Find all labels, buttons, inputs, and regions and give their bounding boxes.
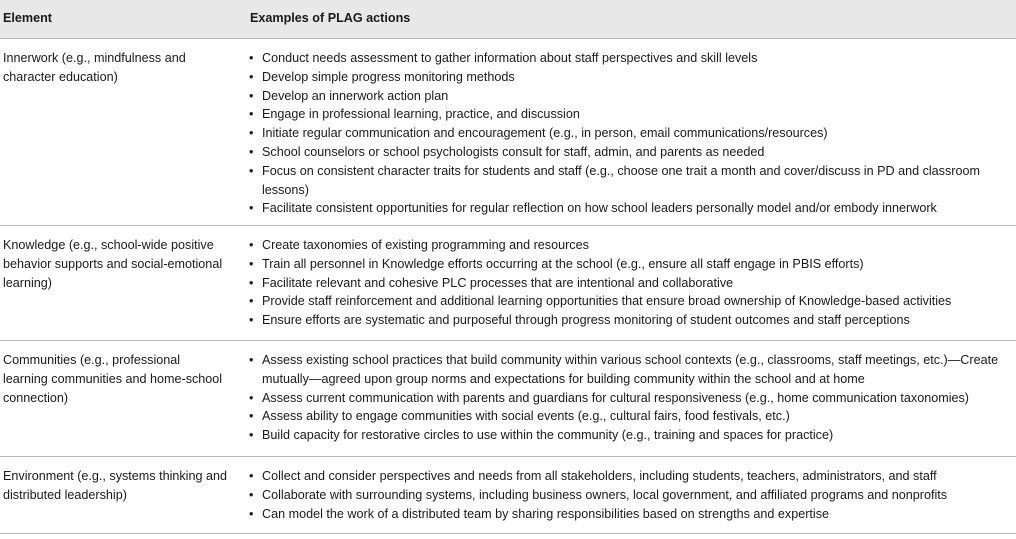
action-item: • Provide staff reinforcement and additional learning opportunities that ensure broad ownership of Knowledge-based activities bbox=[249, 292, 1009, 311]
action-item: • Build capacity for restorative circles to use within the community (e.g., training and spaces for practice) bbox=[249, 426, 1009, 445]
action-item: • Collaborate with surrounding systems, including business owners, local government, and affiliated programs and nonprofits bbox=[249, 486, 1009, 505]
table-header bbox=[0, 0, 1016, 39]
actions-list bbox=[249, 467, 1009, 523]
element-cell: Communities (e.g., professional learning communities and home-school connection) bbox=[3, 353, 223, 405]
actions-list bbox=[249, 49, 1009, 218]
element-cell: Innerwork (e.g., mindfulness and character education) bbox=[3, 51, 186, 84]
action-item: • Collect and consider perspectives and needs from all stakeholders, including students, teachers, administrators, and staff bbox=[249, 467, 1009, 486]
table-row bbox=[0, 341, 1016, 457]
actions-list bbox=[249, 351, 1009, 445]
action-item: • Develop an innerwork action plan bbox=[249, 87, 1009, 106]
table-row bbox=[0, 39, 1016, 226]
table-row bbox=[0, 226, 1016, 341]
action-item: • Facilitate relevant and cohesive PLC processes that are intentional and collaborative bbox=[249, 274, 1009, 293]
table-row bbox=[0, 457, 1016, 534]
header-actions: Examples of PLAG actions bbox=[250, 11, 411, 25]
action-item: • Facilitate consistent opportunities for regular reflection on how school leaders personally model and/or embody innerwork bbox=[249, 199, 1009, 218]
action-item: • Ensure efforts are systematic and purposeful through progress monitoring of student outcomes and staff perceptions bbox=[249, 311, 1009, 330]
action-item: • Engage in professional learning, practice, and discussion bbox=[249, 105, 1009, 124]
action-item: • Create taxonomies of existing programming and resources bbox=[249, 236, 1009, 255]
action-item: • Develop simple progress monitoring methods bbox=[249, 68, 1009, 87]
action-item: • Can model the work of a distributed team by sharing responsibilities based on strengths and expertise bbox=[249, 505, 1009, 524]
action-item: • Conduct needs assessment to gather information about staff perspectives and skill levels bbox=[249, 49, 1009, 68]
actions-list bbox=[249, 236, 1009, 330]
action-item: • Assess ability to engage communities with social events (e.g., cultural fairs, food festivals, etc.) bbox=[249, 407, 1009, 426]
action-item: • Initiate regular communication and encouragement (e.g., in person, email communications/resources) bbox=[249, 124, 1009, 143]
action-item: • Assess existing school practices that build community within various school contexts (e.g., classrooms, staff meetings, etc.)—Create mutually—agreed upon group norms and expectations for building community within the school and at home bbox=[249, 351, 1009, 389]
action-item: • Train all personnel in Knowledge efforts occurring at the school (e.g., ensure all staff engage in PBIS efforts) bbox=[249, 255, 1009, 274]
action-item: • School counselors or school psychologists consult for staff, admin, and parents as needed bbox=[249, 143, 1009, 162]
action-item: • Assess current communication with parents and guardians for cultural responsiveness (e.g., home communication taxonomies) bbox=[249, 389, 1009, 408]
header-element: Element bbox=[3, 11, 52, 25]
action-item: • Focus on consistent character traits for students and staff (e.g., choose one trait a month and cover/discuss in PD and classroom lessons) bbox=[249, 162, 1009, 200]
element-cell: Environment (e.g., systems thinking and distributed leadership) bbox=[3, 469, 227, 502]
element-cell: Knowledge (e.g., school-wide positive behavior supports and social-emotional learning) bbox=[3, 238, 223, 290]
